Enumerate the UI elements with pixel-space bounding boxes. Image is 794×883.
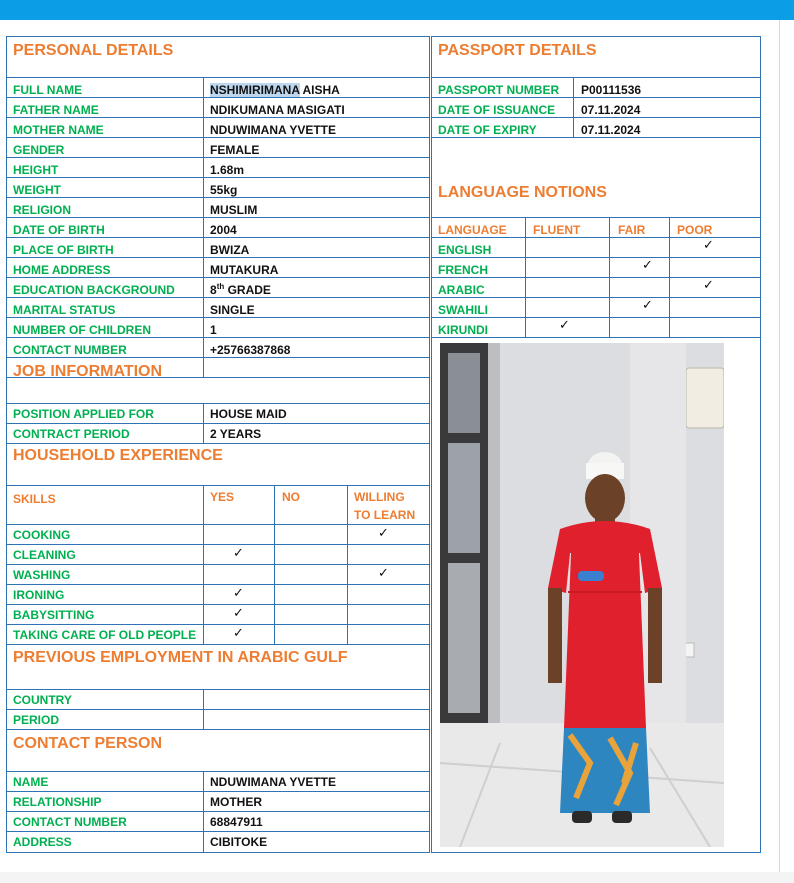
mother-name-label: MOTHER NAME: [13, 123, 104, 137]
language-swahili: SWAHILI: [438, 303, 488, 317]
personal-row-line: [7, 137, 429, 138]
personal-row-line: [7, 217, 429, 218]
education-label: EDUCATION BACKGROUND: [13, 283, 175, 297]
contact-contact-number-label: CONTACT NUMBER: [13, 815, 127, 829]
language-kirundi: KIRUNDI: [438, 323, 488, 337]
left-column-table: [6, 36, 430, 853]
passport-row-line: [432, 117, 760, 118]
poor-header: POOR: [677, 223, 713, 237]
skill-cooking: COOKING: [13, 528, 71, 542]
education-grade-suffix: th: [216, 282, 225, 291]
place-of-birth-value: BWIZA: [210, 243, 250, 257]
height-value: 1.68m: [210, 163, 245, 177]
education-grade-word: GRADE: [227, 283, 271, 297]
marital-status-value: SINGLE: [210, 303, 255, 317]
weight-label: WEIGHT: [13, 183, 61, 197]
applicant-photo-illustration: [440, 343, 724, 847]
skill-babysitting: BABYSITTING: [13, 608, 95, 622]
personal-row-line: [7, 77, 429, 78]
contract-period-value: 2 YEARS: [210, 427, 262, 441]
country-label: COUNTRY: [13, 693, 72, 707]
language-french: FRENCH: [438, 263, 488, 277]
date-of-issuance-value: 07.11.2024: [581, 103, 641, 117]
contact-address-value: CIBITOKE: [210, 835, 268, 849]
passport-number-value: P00111536: [581, 83, 642, 97]
personal-row-line: [7, 357, 429, 358]
number-of-children-value: 1: [210, 323, 217, 337]
skill-row-line: [7, 644, 429, 645]
language-fair-check: ✓: [642, 297, 653, 312]
personal-row-line: [7, 277, 429, 278]
page-edge-line: [779, 20, 780, 883]
full-name-first: NSHIMIRIMANA: [210, 83, 300, 97]
skill-row-line: [7, 624, 429, 625]
personal-row-line: [7, 197, 429, 198]
contact-number-label: CONTACT NUMBER: [13, 343, 127, 357]
job-line-top: [7, 403, 429, 404]
skill-row-line: [7, 564, 429, 565]
skill-yes-check: ✓: [233, 605, 244, 620]
passport-row-line: [432, 137, 760, 138]
personal-row-line: [7, 317, 429, 318]
date-of-birth-value: 2004: [210, 223, 237, 237]
skill-row-line: [7, 524, 429, 525]
skill-willing-check: ✓: [378, 525, 389, 540]
position-label: POSITION APPLIED FOR: [13, 407, 154, 421]
contact-row-line: [7, 811, 429, 812]
skill-washing: WASHING: [13, 568, 71, 582]
job-col-divider: [203, 403, 204, 443]
skill-ironing: IRONING: [13, 588, 65, 602]
personal-row-line: [7, 117, 429, 118]
full-name-last: AISHA: [302, 83, 340, 97]
skill-row-line: [7, 584, 429, 585]
skill-taking-care-of-old-people: TAKING CARE OF OLD PEOPLE: [13, 628, 197, 642]
skill-yes-check: ✓: [233, 545, 244, 560]
previous-line-bottom: [7, 729, 429, 730]
no-header: NO: [282, 490, 300, 504]
education-grade-number: 8: [210, 283, 217, 297]
language-row-line: [432, 317, 760, 318]
home-address-label: HOME ADDRESS: [13, 263, 111, 277]
language-row-line: [432, 337, 760, 338]
marital-status-label: MARITAL STATUS: [13, 303, 116, 317]
personal-row-line: [7, 237, 429, 238]
language-poor-check: ✓: [703, 237, 714, 252]
gender-label: GENDER: [13, 143, 65, 157]
skill-cleaning: CLEANING: [13, 548, 76, 562]
date-of-expiry-value: 07.11.2024: [581, 123, 641, 137]
willing-header-line1: WILLING: [354, 490, 405, 504]
religion-label: RELIGION: [13, 203, 72, 217]
full-name-label: FULL NAME: [13, 83, 83, 97]
passport-number-label: PASSPORT NUMBER: [438, 83, 560, 97]
personal-row-line: [7, 177, 429, 178]
skill-yes-check: ✓: [233, 625, 244, 640]
personal-row-line: [7, 157, 429, 158]
religion-value: MUSLIM: [210, 203, 258, 217]
position-value: HOUSE MAID: [210, 407, 287, 421]
skill-row-line: [7, 604, 429, 605]
language-fluent-check: ✓: [559, 317, 570, 332]
language-row-line: [432, 297, 760, 298]
date-of-birth-label: DATE OF BIRTH: [13, 223, 105, 237]
language-arabic: ARABIC: [438, 283, 485, 297]
previous-employment-title: PREVIOUS EMPLOYMENT IN ARABIC GULF: [13, 649, 348, 666]
skill-yes-check: ✓: [233, 585, 244, 600]
father-name-label: FATHER NAME: [13, 103, 99, 117]
language-fair-check: ✓: [642, 257, 653, 272]
language-row-line: [432, 257, 760, 258]
page-bottom-margin: [0, 872, 794, 883]
passport-line-top: [432, 77, 760, 78]
household-experience-title: HOUSEHOLD EXPERIENCE: [13, 447, 223, 464]
left-col-divider: [203, 77, 204, 377]
yes-header: YES: [210, 490, 235, 504]
language-poor-check: ✓: [703, 277, 714, 292]
contact-person-title: CONTACT PERSON: [13, 735, 163, 752]
language-english: ENGLISH: [438, 243, 492, 257]
contact-relationship-value: MOTHER: [210, 795, 262, 809]
personal-row-line: [7, 337, 429, 338]
personal-row-line: [7, 97, 429, 98]
passport-col-divider: [573, 77, 574, 137]
contact-name-value: NDUWIMANA YVETTE: [210, 775, 336, 789]
contact-number-value: +25766387868: [210, 343, 291, 357]
passport-details-title: PASSPORT DETAILS: [438, 42, 597, 59]
job-information-title: JOB INFORMATION: [13, 363, 163, 380]
contract-period-label: CONTRACT PERIOD: [13, 427, 130, 441]
skills-header: SKILLS: [13, 492, 56, 506]
language-line-top: [432, 217, 760, 218]
contact-line-top: [7, 771, 429, 772]
place-of-birth-label: PLACE OF BIRTH: [13, 243, 114, 257]
contact-row-line: [7, 831, 429, 832]
job-line-mid: [7, 423, 429, 424]
gender-value: FEMALE: [210, 143, 260, 157]
contact-address-label: ADDRESS: [13, 835, 72, 849]
fair-header: FAIR: [618, 223, 646, 237]
previous-col-divider: [203, 689, 204, 729]
contact-row-line: [7, 791, 429, 792]
contact-relationship-label: RELATIONSHIP: [13, 795, 102, 809]
previous-line-top: [7, 689, 429, 690]
date-of-expiry-label: DATE OF EXPIRY: [438, 123, 537, 137]
personal-row-line: [7, 297, 429, 298]
personal-details-title: PERSONAL DETAILS: [13, 42, 174, 59]
household-line-top: [7, 485, 429, 486]
weight-value: 55kg: [210, 183, 238, 197]
applicant-photo: [440, 343, 724, 847]
skill-row-line: [7, 544, 429, 545]
willing-header-line2: TO LEARN: [354, 508, 416, 522]
full-name-value: [210, 83, 340, 97]
personal-row-line: [7, 257, 429, 258]
job-line-bottom: [7, 443, 429, 444]
language-header: LANGUAGE: [438, 223, 507, 237]
language-notions-title: LANGUAGE NOTIONS: [438, 184, 607, 201]
number-of-children-label: NUMBER OF CHILDREN: [13, 323, 151, 337]
top-header-bar: [0, 0, 794, 20]
fluent-header: FLUENT: [533, 223, 581, 237]
father-name-value: NDIKUMANA MASIGATI: [210, 103, 345, 117]
height-label: HEIGHT: [13, 163, 59, 177]
education-value: [210, 283, 271, 297]
passport-row-line: [432, 97, 760, 98]
previous-line-mid: [7, 709, 429, 710]
contact-name-label: NAME: [13, 775, 49, 789]
home-address-value: MUTAKURA: [210, 263, 279, 277]
date-of-issuance-label: DATE OF ISSUANCE: [438, 103, 556, 117]
mother-name-value: NDUWIMANA YVETTE: [210, 123, 336, 137]
skill-willing-check: ✓: [378, 565, 389, 580]
contact-contact-number-value: 68847911: [210, 815, 263, 829]
period-label: PERIOD: [13, 713, 60, 727]
